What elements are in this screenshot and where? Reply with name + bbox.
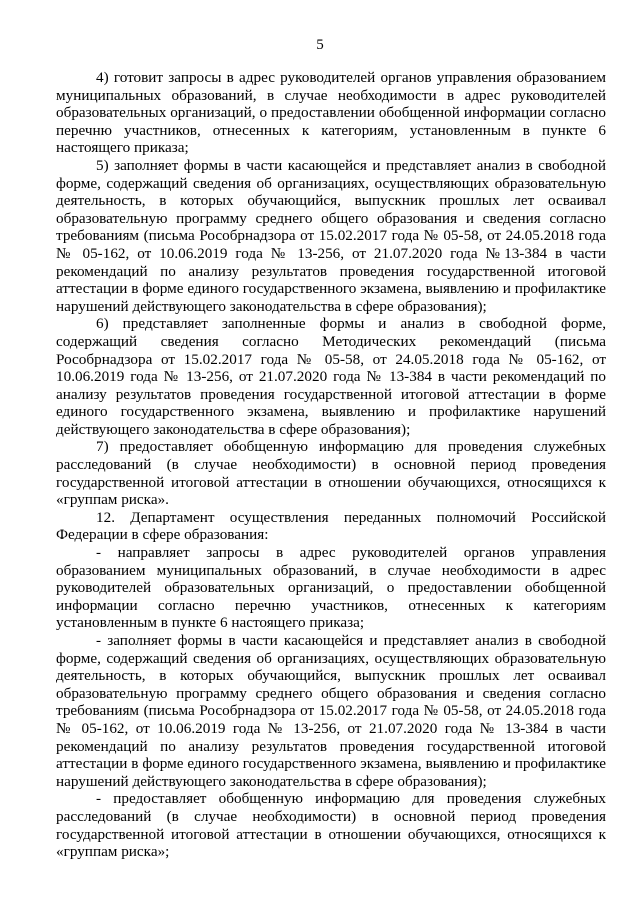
paragraph-item-5: 5) заполняет формы в части касающейся и представляет анализ в свободной форме, содержащий сведения об организациях, осуществляющих образовательную деятельность, в которых обучающийся, выпускник прошлых лет осваивал образовательную программу среднего общего образования и сведения согласно требованиям (письма Рособрнадзора от 15.02.2017 года № 05-58, от 24.05.2018 года № 05-162, от 10.06.2019 года № 13-256, от 21.07.2020 года №13-384 в части рекомендаций по анализу результатов проведения государственной итоговой аттестации в форме единого государственного экзамена, выявлению и профилактике нарушений действующего законодательства в сфере образования); — [56, 156, 606, 315]
bullet-provide-info: - предоставляет обобщенную информацию для проведения служебных расследований (в случае необходимости) в основной период проведения государственной итоговой аттестации в отношении обучающихся, относящихся к «группам риска»; — [56, 790, 606, 861]
paragraph-item-7: 7) предоставляет обобщенную информацию для проведения служебных расследований (в случае необходимости) в основной период проведения государственной итоговой аттестации в отношении обучающихся, относящихся к «группам риска». — [56, 438, 606, 509]
bullet-send-requests: - направляет запросы в адрес руководителей органов управления образованием муниципальных образований, в случае необходимости в адрес руководителей образовательных организаций, о предоставлении обобщенной информации согласно перечню участников, отнесенных к категориям установленным в пункте 6 настоящего приказа; — [56, 544, 606, 632]
page-number: 5 — [316, 37, 324, 53]
paragraph-item-6: 6) представляет заполненные формы и анализ в свободной форме, содержащий сведения согласно Методических рекомендаций (письма Рособрнадзора от 15.02.2017 года № 05-58, от 24.05.2018 года № 05-162, от 10.06.2019 года № 13-256, от 21.07.2020 года № 13-384 в части рекомендаций по анализу результатов проведения государственной итоговой аттестации в форме единого государственного экзамена, выявлению и профилактике нарушений действующего законодательства в сфере образования); — [56, 315, 606, 438]
paragraph-item-4: 4) готовит запросы в адрес руководителей органов управления образованием муниципальных образований, в случае необходимости в адрес руководителей образовательных организаций, о предоставлении обобщенной информации согласно перечню участников, отнесенных к категориям, установленным в пункте 6 настоящего приказа; — [56, 69, 606, 157]
document-body — [56, 69, 606, 861]
bullet-fill-forms: - заполняет формы в части касающейся и представляет анализ в свободной форме, содержащий сведения об организациях, осуществляющих образовательную деятельность, в которых обучающийся, выпускник прошлых лет осваивал образовательную программу среднего общего образования и сведения согласно требованиям (письма Рособрнадзора от 15.02.2017 года № 05-58, от 24.05.2018 года № 05-162, от 10.06.2019 года № 13-256, от 21.07.2020 года № 13-384 в части рекомендаций по анализу результатов проведения государственной итоговой аттестации в форме единого государственного экзамена, выявлению и профилактике нарушений действующего законодательства в сфере образования); — [56, 632, 606, 790]
section-12-heading: 12. Департамент осуществления переданных полномочий Российской Федерации в сфере образования: — [56, 508, 606, 544]
